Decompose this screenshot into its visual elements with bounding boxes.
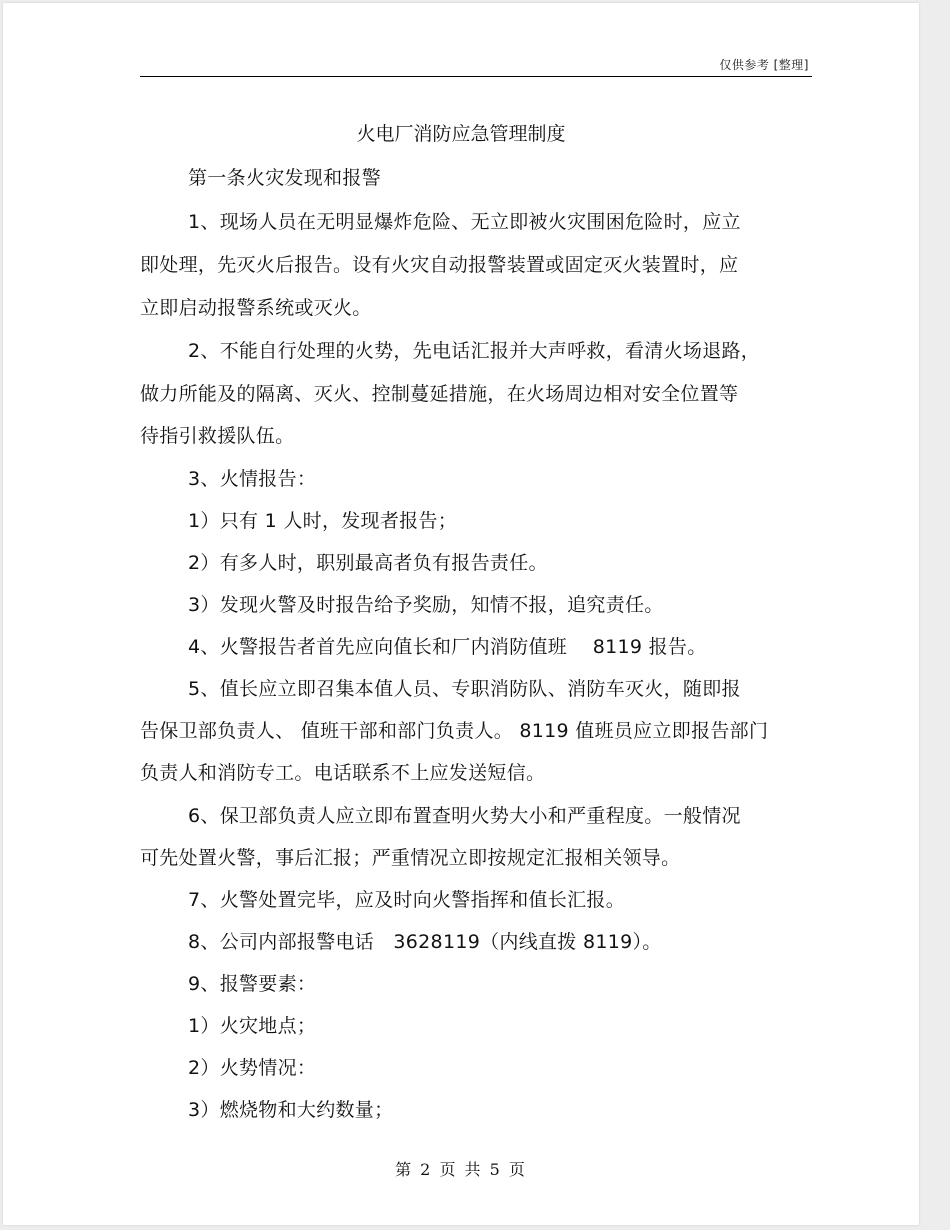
list-item: 1）只有 1 人时，发现者报告； xyxy=(188,510,458,532)
paragraph-line: 8、公司内部报警电话 3628119（内线直拨 8119）。 xyxy=(188,931,662,953)
list-item: 2）有多人时，职别最高者负有报告责任。 xyxy=(188,552,548,574)
list-item: 3）燃烧物和大约数量； xyxy=(188,1099,394,1121)
paragraph-line: 7、火警处置完毕，应及时向火警指挥和值长汇报。 xyxy=(188,889,625,911)
list-item: 1）火灾地点； xyxy=(188,1015,317,1037)
paragraph-line: 4、火警报告者首先应向值长和厂内消防值班 8119 报告。 xyxy=(188,636,707,658)
paragraph-line: 9、报警要素： xyxy=(188,973,317,995)
section-heading: 第一条火灾发现和报警 xyxy=(188,167,382,189)
paragraph-line: 1、现场人员在无明显爆炸危险、无立即被火灾围困危险时，应立 xyxy=(188,211,741,233)
paragraph-line: 2、不能自行处理的火势，先电话汇报并大声呼救，看清火场退路， xyxy=(188,340,761,362)
paragraph-line: 负责人和消防专工。电话联系不上应发送短信。 xyxy=(140,762,546,784)
paragraph-line: 立即启动报警系统或灭火。 xyxy=(140,297,372,319)
document-page xyxy=(3,3,919,1225)
paragraph-line: 5、值长应立即召集本值人员、专职消防队、消防车灭火，随即报 xyxy=(188,678,741,700)
paragraph-line: 告保卫部负责人、 值班干部和部门负责人。 8119 值班员应立即报告部门 xyxy=(140,720,769,742)
paragraph-line: 做力所能及的隔离、灭火、控制蔓延措施，在火场周边相对安全位置等 xyxy=(140,383,739,405)
paragraph-line: 6、保卫部负责人应立即布置查明火势大小和严重程度。一般情况 xyxy=(188,805,741,827)
paragraph-line: 可先处置火警，事后汇报；严重情况立即按规定汇报相关领导。 xyxy=(140,847,681,869)
header-note: 仅供参考 [整理] xyxy=(719,58,809,72)
paragraph-line: 待指引救援队伍。 xyxy=(140,425,295,447)
paragraph-line: 3、火情报告： xyxy=(188,468,317,490)
document-title: 火电厂消防应急管理制度 xyxy=(356,123,566,145)
list-item: 2）火势情况： xyxy=(188,1057,317,1079)
header-divider xyxy=(140,76,812,77)
page-number: 第 2 页 共 5 页 xyxy=(395,1160,527,1179)
list-item: 3）发现火警及时报告给予奖励，知情不报，追究责任。 xyxy=(188,594,664,616)
paragraph-line: 即处理，先灭火后报告。设有火灾自动报警装置或固定灭火装置时，应 xyxy=(140,254,739,276)
